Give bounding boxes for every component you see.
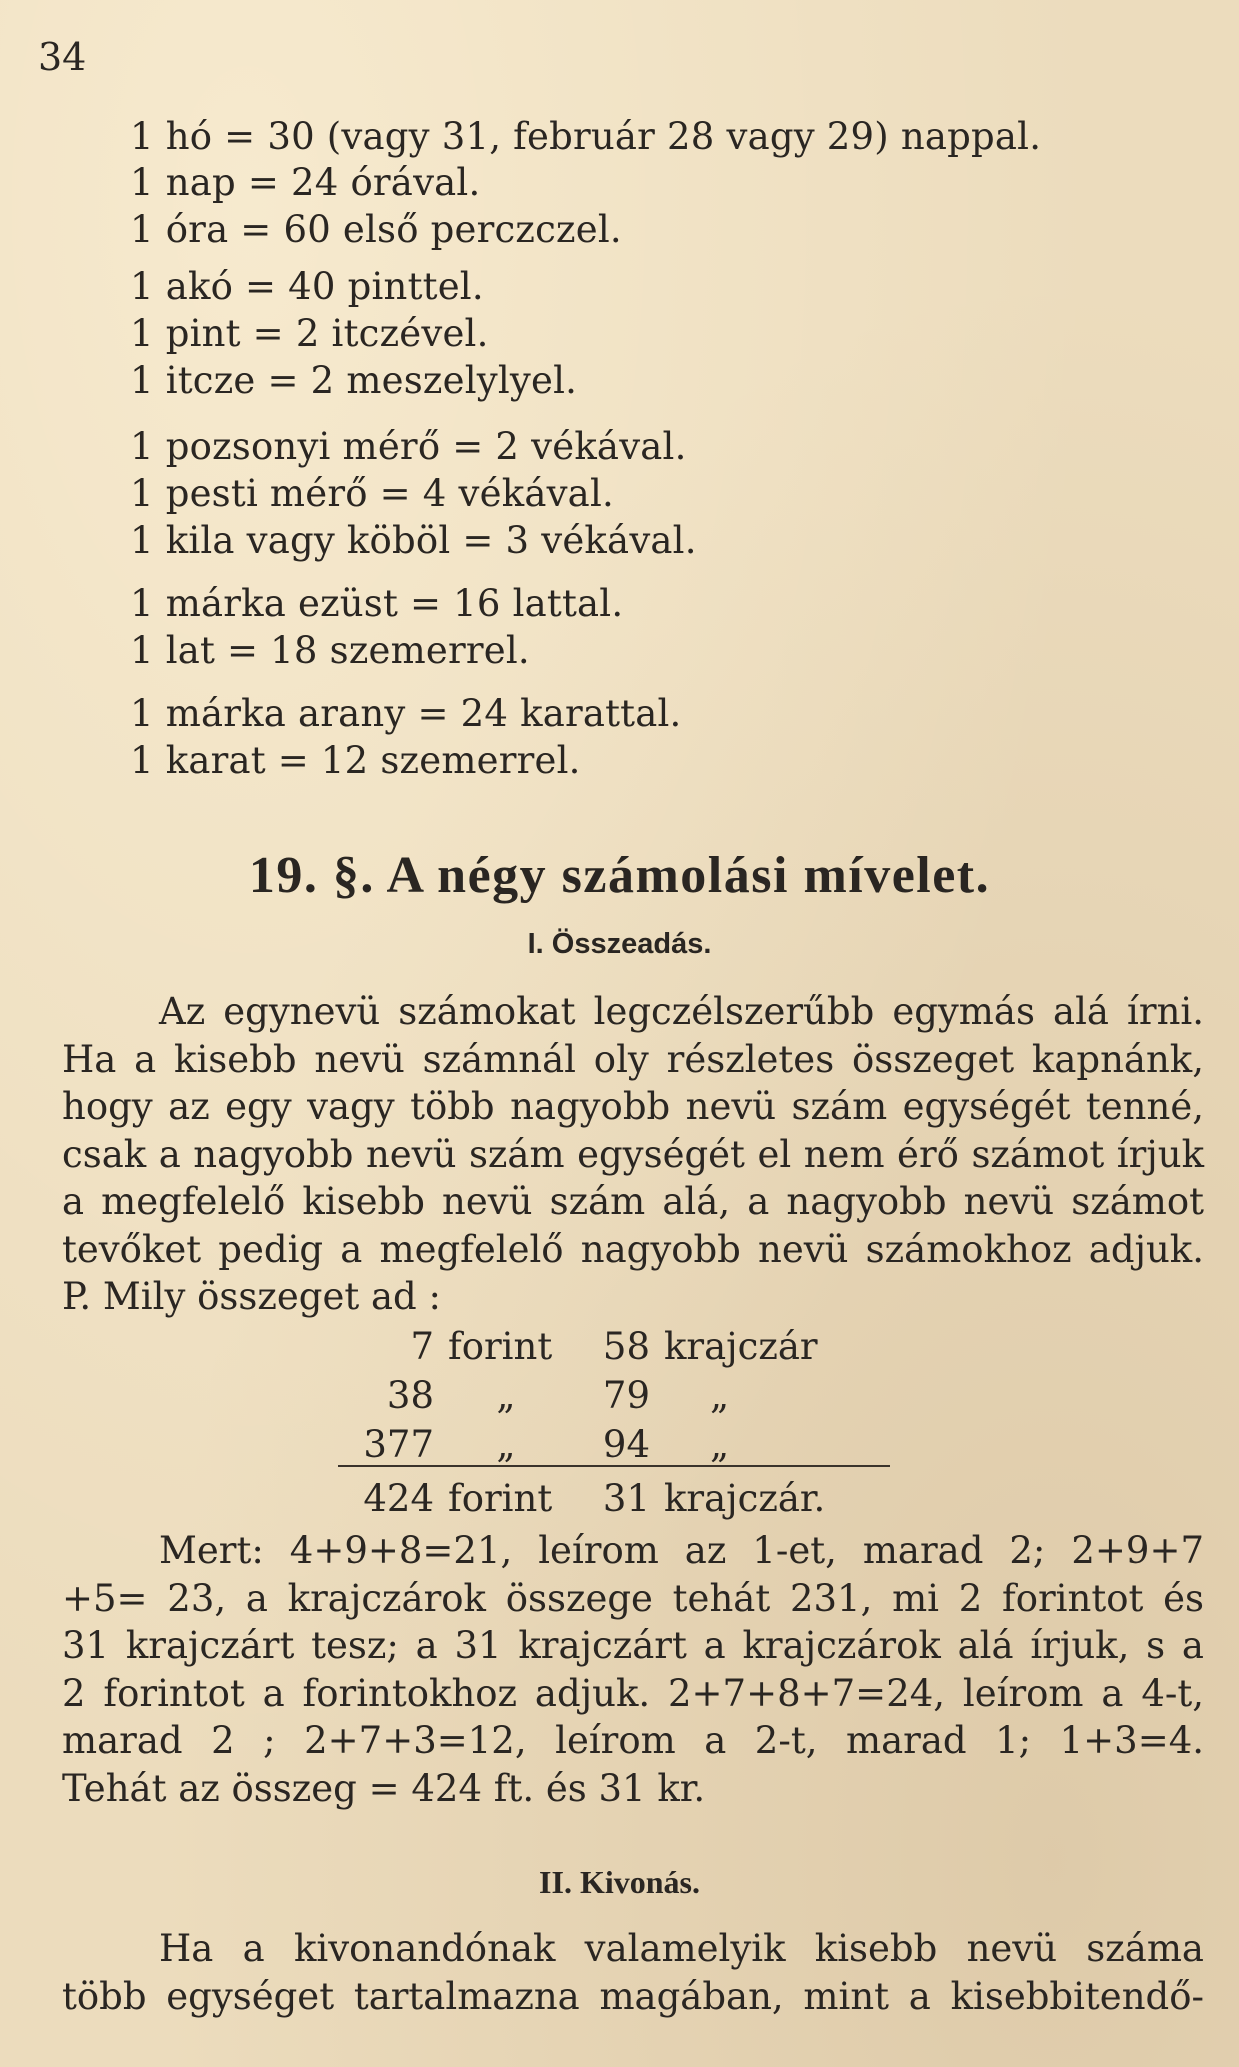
text-line: +5= 23, a krajczárok összege tehát 231, mi 2 forintot és — [62, 1576, 1204, 1620]
paragraph-subtraction — [62, 1925, 1204, 2020]
addition-total: 424 forint 31 krajczár. — [363, 1477, 826, 1520]
unit-line: 1 márka ezüst = 16 lattal. — [130, 582, 624, 625]
subsection-heading-subtraction: II. Kivonás. — [539, 1864, 700, 1900]
subsection-heading-addition: I. Összeadás. — [527, 928, 712, 960]
addition-row: 7 forint 58 krajczár — [410, 1325, 818, 1368]
addition-row: 377 „ 94 „ — [363, 1423, 730, 1466]
unit-line: 1 kila vagy köböl = 3 vékával. — [130, 519, 697, 562]
paragraph-addition-rule — [62, 988, 1204, 1321]
text-line: Ha a kivonandónak valamelyik kisebb nevü száma — [159, 1927, 1204, 1970]
text-line: Ha a kisebb nevü számnál oly részletes összeget kapnánk, — [62, 1037, 1204, 1081]
unit-line: 1 óra = 60 első perczczel. — [130, 208, 622, 251]
text-line: 31 krajczárt tesz; a 31 krajczárt a krajczárok alá írjuk, s a — [62, 1624, 1204, 1667]
text-line: Mert: 4+9+8=21, leírom az 1-et, marad 2; 2+9+7 — [159, 1529, 1204, 1572]
unit-line: 1 pint = 2 itczével. — [130, 312, 489, 355]
sum-rule — [338, 1465, 890, 1467]
unit-line: 1 pozsonyi mérő = 2 vékával. — [130, 425, 687, 468]
text-line: tevőket pedig a megfelelő nagyobb nevü számokhoz adjuk. — [62, 1227, 1204, 1271]
unit-line: 1 lat = 18 szemerrel. — [130, 629, 530, 672]
text-line: Az egynevü számokat legczélszerűbb egymás alá írni. — [159, 990, 1204, 1033]
unit-line: 1 karat = 12 szemerrel. — [130, 739, 581, 782]
text-line: hogy az egy vagy több nagyobb nevü szám egységét tenné, — [62, 1085, 1204, 1128]
unit-line: 1 márka arany = 24 karattal. — [130, 692, 682, 735]
text-line: több egységet tartalmazna magában, mint a kisebbitendő- — [62, 1974, 1204, 2018]
paragraph-addition-explanation — [62, 1527, 1204, 1812]
unit-line: 1 akó = 40 pinttel. — [130, 265, 484, 308]
text-line: marad 2 ; 2+7+3=12, leírom a 2-t, marad 1; 1+3=4. — [62, 1719, 1204, 1762]
addition-row: 38 „ 79 „ — [386, 1374, 730, 1417]
section-heading: 19. §. A négy számolási mívelet. — [248, 847, 991, 904]
text-line: csak a nagyobb nevü szám egységét el nem érő számot írjuk — [62, 1132, 1204, 1176]
text-line: 2 forintot a forintokhoz adjuk. 2+7+8+7=24, leírom a 4-t, — [62, 1671, 1204, 1715]
unit-line: 1 itcze = 2 meszelylyel. — [130, 359, 578, 402]
unit-line: 1 hó = 30 (vagy 31, február 28 vagy 29) nappal. — [130, 115, 1042, 158]
text-line: P. Mily összeget ad : — [62, 1275, 441, 1318]
unit-line: 1 nap = 24 órával. — [130, 161, 481, 204]
page-number: 34 — [38, 35, 87, 79]
text-line: a megfelelő kisebb nevü szám alá, a nagyobb nevü számot — [62, 1180, 1204, 1223]
text-line: Tehát az összeg = 424 ft. és 31 kr. — [62, 1766, 706, 1810]
unit-line: 1 pesti mérő = 4 vékával. — [130, 472, 614, 515]
